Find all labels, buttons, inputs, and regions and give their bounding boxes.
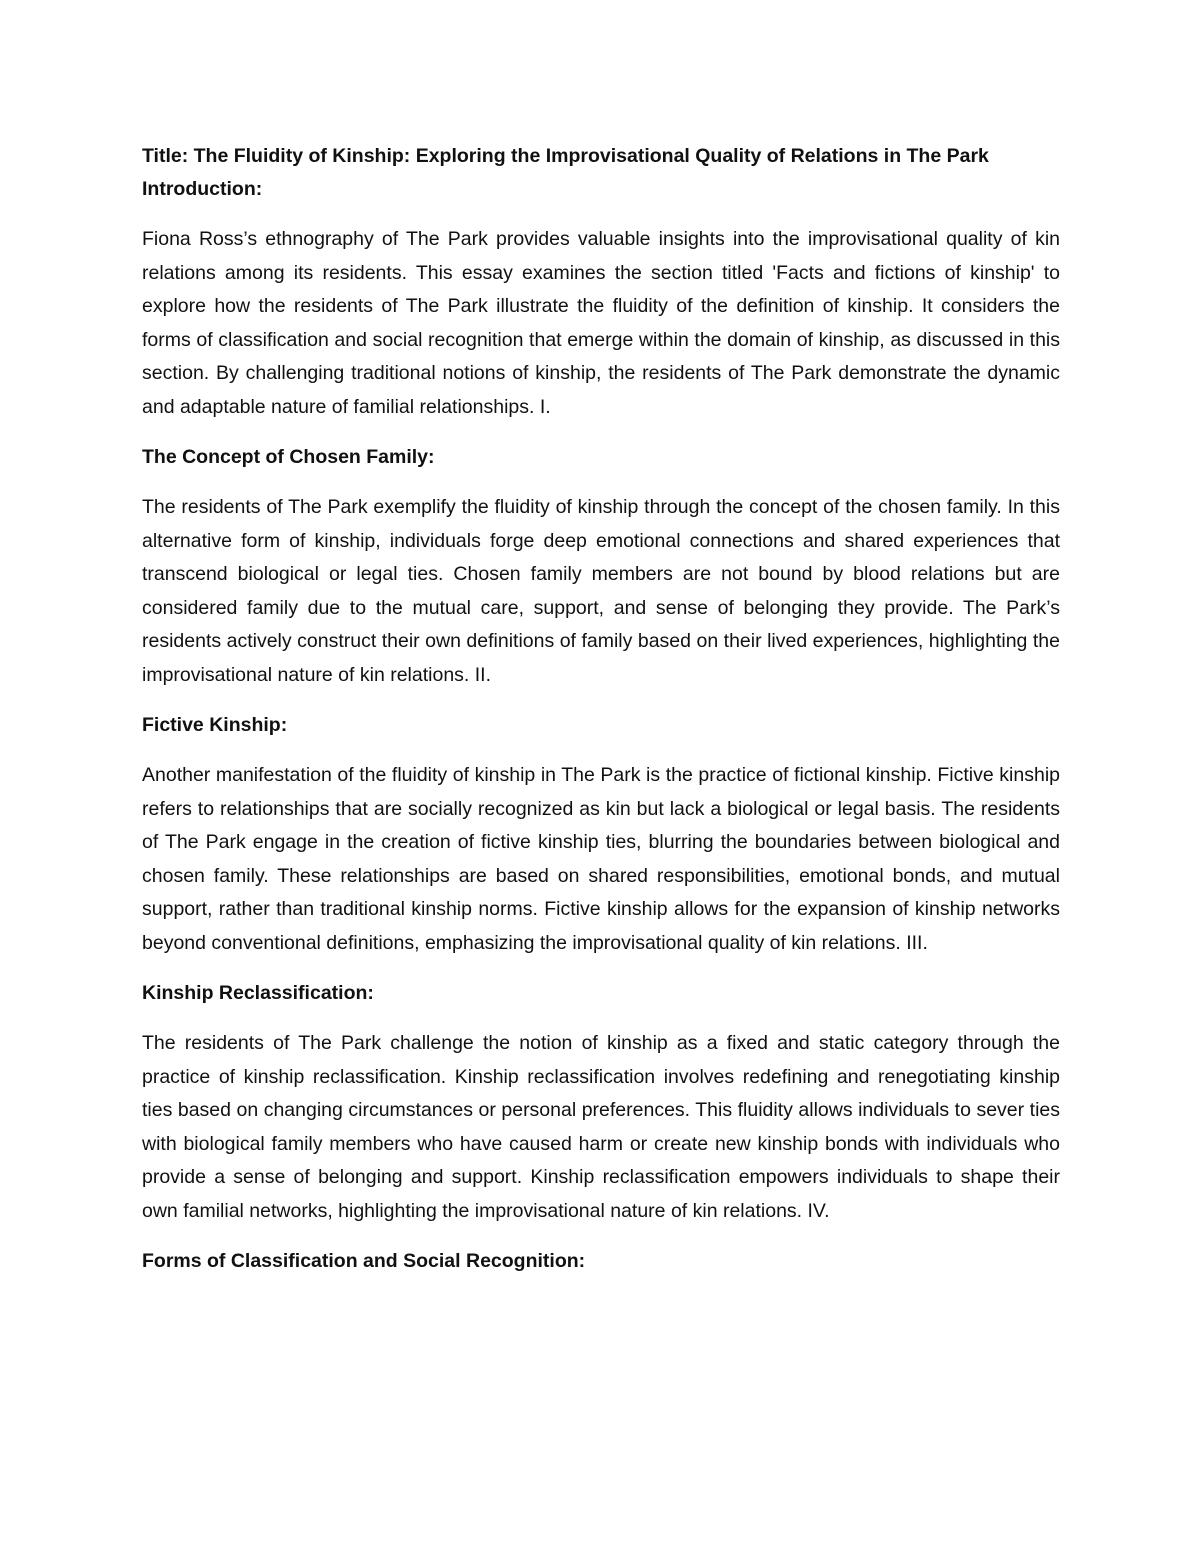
section-paragraph-fictive-kinship: Another manifestation of the fluidity of kinship in The Park is the practice of fictional kinship. Fictive kinship refers to relationships that are socially recognized as kin but lack a biological or legal basis. The residents of The Park engage in the creation of fictive kinship ties, blurring the boundaries between biological and chosen family. These relationships are based on shared responsibilities, emotional bonds, and mutual support, rather than traditional kinship norms. Fictive kinship allows for the expansion of kinship networks beyond conventional definitions, emphasizing the improvisational quality of kin relations. III. (142, 764, 1060, 954)
document-page (142, 140, 1060, 1295)
introduction-paragraph: Fiona Ross’s ethnography of The Park provides valuable insights into the improvisational quality of kin relations among its residents. This essay examines the section titled 'Facts and fictions of kinship' to explore how the residents of The Park illustrate the fluidity of the definition of kinship. It considers the forms of classification and social recognition that emerge within the domain of kinship, as discussed in this section. By challenging traditional notions of kinship, the residents of The Park demonstrate the dynamic and adaptable nature of familial relationships. I. (142, 228, 1060, 418)
section-heading-kinship-reclassification: Kinship Reclassification: (142, 982, 374, 1004)
section-heading-fictive-kinship: Fictive Kinship: (142, 714, 288, 736)
document-title: Title: The Fluidity of Kinship: Exploring the Improvisational Quality of Relations in The Park (142, 145, 989, 167)
section-heading-chosen-family: The Concept of Chosen Family: (142, 446, 435, 468)
introduction-heading: Introduction: (142, 178, 263, 200)
section-paragraph-chosen-family: The residents of The Park exemplify the fluidity of kinship through the concept of the chosen family. In this alternative form of kinship, individuals forge deep emotional connections and shared experiences that transcend biological or legal ties. Chosen family members are not bound by blood relations but are considered family due to the mutual care, support, and sense of belonging they provide. The Park’s residents actively construct their own definitions of family based on their lived experiences, highlighting the improvisational nature of kin relations. II. (142, 496, 1060, 686)
section-paragraph-kinship-reclassification: The residents of The Park challenge the notion of kinship as a fixed and static category through the practice of kinship reclassification. Kinship reclassification involves redefining and renegotiating kinship ties based on changing circumstances or personal preferences. This fluidity allows individuals to sever ties with biological family members who have caused harm or create new kinship bonds with individuals who provide a sense of belonging and support. Kinship reclassification empowers individuals to shape their own familial networks, highlighting the improvisational nature of kin relations. IV. (142, 1032, 1060, 1222)
section-heading-classification-recognition: Forms of Classification and Social Recognition: (142, 1250, 586, 1272)
